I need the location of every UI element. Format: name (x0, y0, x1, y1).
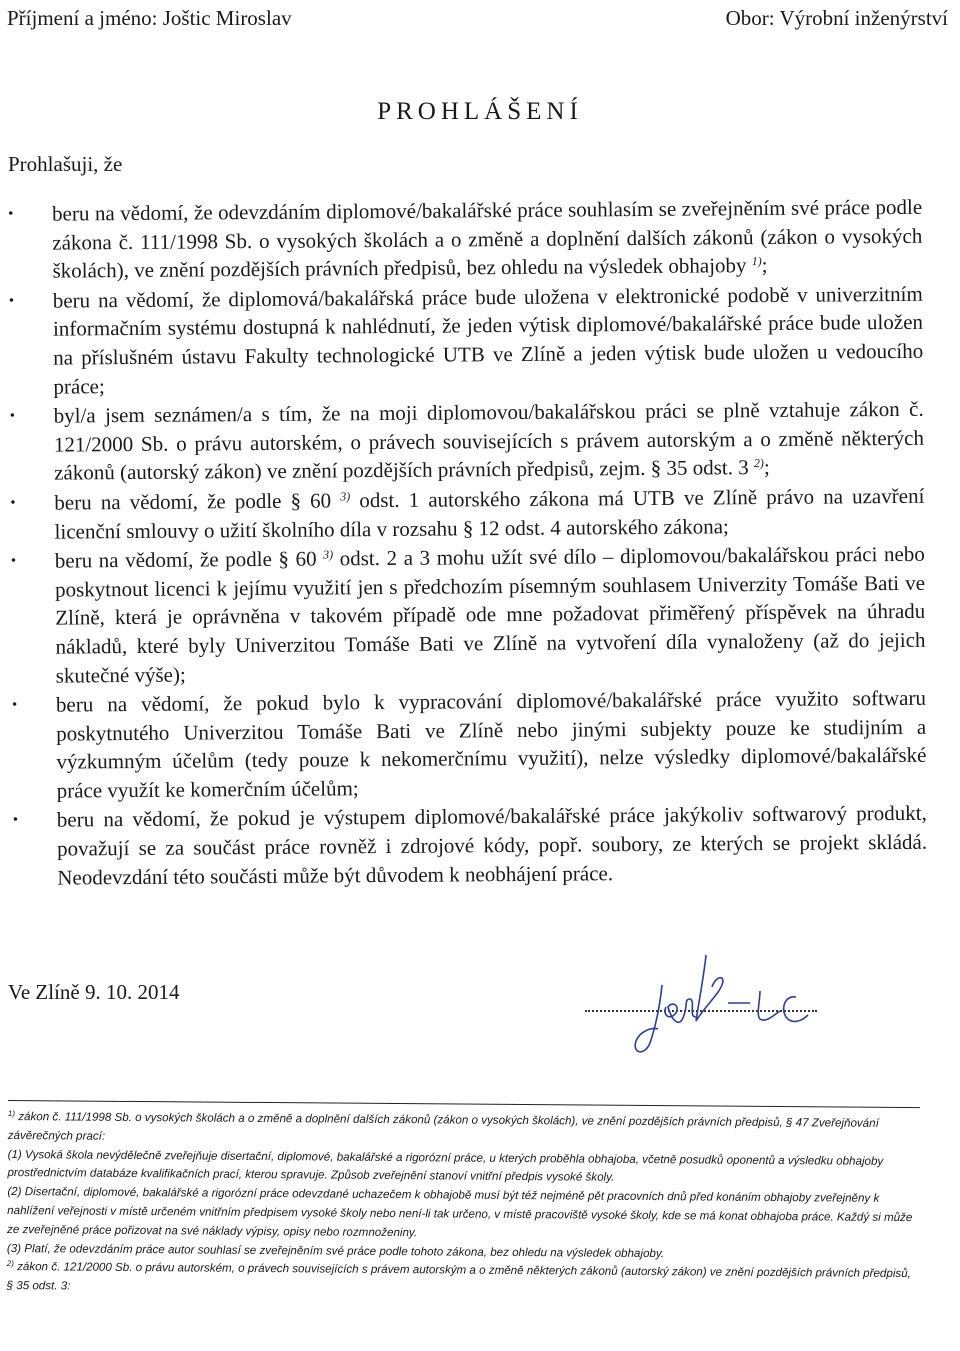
item-tail: odst. 2 a 3 mohu užít své dílo – diplomovou/bakalářskou práci nebo poskytnout licenci k jejímu využití jen s předchozím písemným souhlasem Univerzity Tomáše Bati ve Zlíně, která je oprávněna v takovém případě ode mne požadovat přiměřený příspěvek na úhradu nákladů, které byly Univerzitou Tomáše Bati ve Zlíně na vytvoření díla vynaloženy (až do jejich skutečné výše); (54, 541, 926, 688)
intro-text: Prohlašuji, že (8, 152, 123, 176)
item-tail: odst. 1 autorského zákona má UTB ve Zlíně právo na uzavření licenční smlouvy o užití školního díla v rozsahu § 12 odst. 4 autorského zákona; (54, 483, 925, 544)
footnote-divider (8, 1100, 920, 1108)
footnote-ref: 3) (323, 547, 334, 562)
footnote-ref: 2) (753, 456, 764, 471)
page-title: PROHLÁŠENÍ (377, 98, 583, 125)
item-text: beru na vědomí, že podle § 60 (54, 546, 317, 573)
footnote-marker: 1) (7, 1109, 16, 1119)
footnote-1-paragraph-2 (7, 1183, 917, 1247)
footnote-ref: 3) (340, 489, 351, 504)
footnote-2 (7, 1258, 917, 1303)
declaration-item-7 (9, 799, 928, 892)
item-text: beru na vědomí, že podle § 60 (54, 488, 332, 515)
item-text: beru na vědomí, že diplomová/bakalářská práce bude uložena v elektronické podobě v univerzitním informačním systému dostupná k nahlédnutí, že jeden výtisk diplomové/bakalářské práce bude uložen na příslušném ústavu Fakulty technologické UTB ve Zlíně a jeden výtisk bude uložen u vedoucího práce; (52, 281, 924, 399)
declaration-item-4 (6, 482, 924, 546)
footnote-text: (2) Disertační, diplomové, bakalářské a rigorózní práce odevzdané uchazečem k obhajobě musí být též nejméně pět pracovních dnů před konáním obhajoby zveřejněny k nahlížení veřejnosti v místě určeném vnitřním předpisem vysoké školy nebo není-li tak určeno, v místě pracoviště vysoké školy, kde se má konat obhajoba práce. Každý si může ze zveřejněné práce pořizovat na své náklady výpisy, opisy nebo rozmnoženiny. (6, 1185, 913, 1239)
footnotes (7, 1108, 918, 1303)
declaration-list (4, 193, 927, 893)
item-text: beru na vědomí, že pokud je výstupem diplomové/bakalářské práce jakýkoliv softwarový produkt, považují se za součást práce rovněž i zdrojové kódy, popř. soubory, ze kterých se projekt skládá. Neodevzdání této součásti může být důvodem k neobhájení práce. (56, 801, 928, 890)
declaration-item-5 (7, 540, 926, 690)
footnote-ref: 1) (751, 254, 762, 269)
declaration-item-6 (8, 684, 927, 806)
footnote-text: zákon č. 121/2000 Sb. o právu autorském, o právech souvisejících s právem autorským a o změně některých zákonů (autorský zákon) ve znění pozdějších právních předpisů, § 35 odst. 3: (6, 1260, 911, 1293)
student-name: Příjmení a jméno: Joštic Miroslav (7, 6, 292, 30)
item-text: byl/a jsem seznámen/a s tím, že na moji diplomovou/bakalářskou práci se plně vztahuje zákon č. 121/2000 Sb. o právu autorském, o právech souvisejících s právem autorským a o změně některých zákonů (autorský zákon) ve znění pozdějších právních předpisů, zejm. § 35 odst. 3 (53, 396, 924, 485)
study-field: Obor: Výrobní inženýrství (725, 6, 948, 30)
declaration-item-2 (5, 280, 924, 402)
item-text: beru na vědomí, že pokud bylo k vypracování diplomové/bakalářské práce využito softwaru poskytnutého Univerzitou Tomáše Bati ve Zlíně nebo jinými subjekty pouze ke studijním a výzkumným účelům (tedy pouze k nekomerčnímu využití), nelze výsledky diplomové/bakalářské práce využít ke komerčním účelům; (55, 685, 927, 803)
footnote-text: (3) Platí, že odevzdáním práce autor souhlasí se zveřejněním své práce podle tohoto zákona, bez ohledu na výsledek obhajoby. (6, 1241, 665, 1260)
item-tail: ; (761, 253, 768, 278)
declaration-item-1 (4, 193, 923, 286)
footnote-text: zákon č. 111/1998 Sb. o vysokých školách a o změně a doplnění dalších zákonů (zákon o vysokých školách), ve znění pozdějších právních předpisů, § 47 Zveřejňování závěrečných prací: (7, 1110, 879, 1143)
item-tail: ; (763, 455, 770, 480)
footnote-text: (1) Vysoká škola nevýdělečně zveřejňuje disertační, diplomové, bakalářské a rigorózní práce, u kterých proběhla obhajoba, včetně posudků oponentů a výsledku obhajoby prostřednictvím databáze kvalifikačních prací, kterou spravuje. Způsob zveřejnění stanoví vnitřní předpis vysoké školy. (7, 1147, 884, 1185)
item-text: beru na vědomí, že odevzdáním diplomové/bakalářské práce souhlasím se zveřejněním své práce podle zákona č. 111/1998 Sb. o vysokých školách a o změně a doplnění dalších zákonů (zákon o vysokých školách), ve znění pozdějších právních předpisů, bez ohledu na výsledek obhajoby (52, 194, 923, 283)
place-and-date: Ve Zlíně 9. 10. 2014 (8, 980, 180, 1004)
handwritten-signature-icon (610, 945, 820, 1065)
declaration-item-3 (6, 395, 925, 488)
footnote-marker: 2) (6, 1259, 14, 1269)
